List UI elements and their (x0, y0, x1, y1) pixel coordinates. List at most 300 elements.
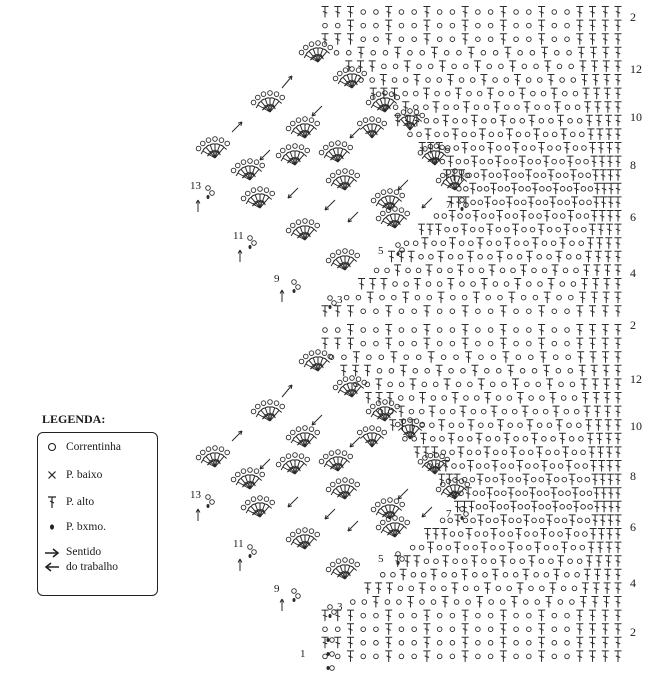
double-crochet-stitch (394, 47, 401, 58)
slip-stitch (329, 305, 332, 309)
chain-stitch (459, 241, 464, 246)
double-crochet-mark (538, 7, 545, 18)
chain-stitch (329, 451, 334, 456)
double-crochet-mark (582, 583, 589, 594)
double-crochet-stitch (390, 352, 397, 363)
double-crochet-stitch (380, 75, 387, 86)
chain-stitch (424, 119, 429, 124)
double-crochet-stitch (420, 433, 427, 444)
chain-stitch (408, 109, 413, 114)
double-crochet-mark (500, 20, 507, 31)
double-crochet-stitch (579, 61, 586, 72)
double-crochet-mark (600, 197, 607, 208)
double-crochet-mark (600, 488, 607, 499)
double-crochet-mark (589, 624, 596, 635)
double-crochet-stitch (578, 47, 585, 58)
chain-stitch (517, 518, 522, 523)
chain-stitch (458, 214, 463, 219)
double-crochet-mark (201, 457, 217, 470)
double-crochet-stitch (591, 61, 598, 72)
double-crochet-stitch (552, 501, 559, 512)
double-crochet-stitch (589, 637, 596, 648)
double-crochet-mark (615, 529, 622, 540)
double-crochet-stitch (461, 569, 468, 580)
double-crochet-stitch (442, 115, 449, 126)
chain-stitch (564, 409, 569, 414)
legend-item-direction (44, 545, 118, 575)
double-crochet-stitch (394, 265, 401, 276)
double-crochet-mark (593, 583, 600, 594)
row-number-2-middle: 2 (630, 318, 636, 332)
double-crochet-stitch (526, 420, 533, 431)
double-crochet-mark (442, 556, 449, 567)
chain-stitch (414, 419, 419, 424)
double-crochet-stitch (324, 152, 340, 165)
double-crochet-stitch (615, 47, 622, 58)
double-crochet-mark (615, 447, 622, 458)
double-crochet-mark (599, 515, 606, 526)
chain-stitch (336, 250, 341, 255)
double-crochet-stitch (615, 61, 622, 72)
double-crochet-mark (615, 61, 622, 72)
chain-stitch (523, 491, 528, 496)
chain-stitch (319, 150, 324, 155)
double-crochet-mark (390, 352, 397, 363)
double-crochet-mark (538, 143, 545, 154)
chain-stitch (565, 10, 570, 15)
chain-stitch (557, 295, 562, 300)
double-crochet-stitch (540, 529, 547, 540)
double-crochet-mark (508, 292, 515, 303)
chain-stitch (543, 200, 548, 205)
chain-stitch (449, 369, 454, 374)
chain-stitch (376, 427, 381, 432)
slip-stitch (293, 598, 296, 602)
chain-stitch (286, 435, 291, 440)
double-crochet-mark (451, 170, 458, 181)
double-crochet-mark (507, 488, 514, 499)
double-crochet-mark (291, 539, 307, 552)
double-crochet-mark (480, 170, 487, 181)
double-crochet-mark (500, 610, 507, 621)
chain-stitch (469, 268, 474, 273)
double-crochet-stitch (607, 488, 614, 499)
chain-stitch (482, 119, 487, 124)
chain-stitch (270, 191, 275, 196)
double-crochet-mark (372, 597, 379, 608)
double-crochet-stitch (615, 211, 622, 222)
chain-stitch (480, 491, 485, 496)
double-crochet-mark (590, 461, 597, 472)
chain-stitch (415, 295, 420, 300)
double-crochet-mark (476, 433, 483, 444)
chain-stitch (458, 532, 463, 537)
double-crochet-mark (589, 610, 596, 621)
double-crochet-mark (615, 338, 622, 349)
double-crochet-mark (439, 61, 446, 72)
chain-stitch (521, 295, 526, 300)
chain-stitch (299, 145, 304, 150)
chain-stitch (505, 187, 510, 192)
double-crochet-stitch (615, 183, 622, 194)
chain-stitch (520, 369, 525, 374)
double-crochet-mark (592, 75, 599, 86)
chain-stitch (440, 518, 445, 523)
double-crochet-stitch (583, 265, 590, 276)
double-crochet-mark (591, 365, 598, 376)
double-crochet-stitch (543, 211, 550, 222)
chain-stitch (488, 641, 493, 646)
chain-stitch (426, 78, 431, 83)
double-crochet-stitch (533, 129, 540, 140)
chain-stitch (496, 227, 501, 232)
chain-stitch (476, 654, 481, 659)
chain-stitch (323, 654, 328, 659)
chain-stitch (531, 91, 536, 96)
fan-label-9-top: 9 (274, 273, 280, 285)
chain-stitch (303, 117, 308, 122)
double-crochet-mark (465, 352, 472, 363)
double-crochet-stitch (504, 47, 511, 58)
double-crochet-stitch (421, 238, 428, 249)
chain-stitch (573, 91, 578, 96)
chain-stitch (231, 477, 236, 482)
chain-stitch (393, 516, 398, 521)
double-crochet-stitch (592, 279, 599, 290)
row-number-2-top: 2 (630, 10, 636, 24)
chain-stitch (581, 450, 586, 455)
double-crochet-mark (607, 488, 614, 499)
chain-stitch (398, 396, 403, 401)
double-crochet-mark (331, 180, 347, 193)
double-crochet-stitch (615, 143, 622, 154)
double-crochet-stitch (593, 393, 600, 404)
double-crochet-stitch (462, 7, 469, 18)
double-crochet-t-icon (44, 495, 60, 509)
chain-stitch (459, 423, 464, 428)
double-crochet-mark (500, 556, 507, 567)
chain-stitch (485, 464, 490, 469)
chain-stitch (547, 187, 552, 192)
chain-stitch (477, 91, 482, 96)
chain-stitch (474, 105, 479, 110)
chain-stitch (323, 627, 328, 632)
double-crochet-mark (495, 156, 502, 167)
slip-stitch (249, 245, 252, 249)
chain-stitch (374, 613, 379, 618)
double-crochet-mark (592, 379, 599, 390)
double-crochet-mark (615, 365, 622, 376)
double-crochet-mark (589, 651, 596, 662)
chain-stitch (380, 295, 385, 300)
chain-stitch (568, 369, 573, 374)
chain-stitch (463, 518, 468, 523)
chain-stitch (552, 37, 557, 42)
chain-stitch (528, 159, 533, 164)
chain-stitch (349, 170, 354, 175)
double-crochet-mark (385, 325, 392, 336)
double-crochet-mark (413, 556, 420, 567)
double-crochet-mark (432, 529, 439, 540)
chain-stitch (420, 600, 425, 605)
double-crochet-stitch (602, 20, 609, 31)
legend-box (37, 432, 158, 596)
double-crochet-mark (433, 102, 440, 113)
chain-stitch (396, 243, 401, 248)
double-crochet-stitch (615, 20, 622, 31)
chain-stitch (546, 505, 551, 510)
chain-stitch (560, 282, 565, 287)
chain-stitch (535, 600, 540, 605)
chain-stitch (458, 437, 463, 442)
chain-stitch (517, 545, 522, 550)
chain-stitch (210, 191, 215, 196)
double-crochet-mark (322, 338, 329, 349)
chain-stitch (535, 105, 540, 110)
chain-stitch (576, 214, 581, 219)
double-crochet-stitch (460, 406, 467, 417)
chain-stitch (584, 159, 589, 164)
chain-stitch (552, 328, 557, 333)
double-crochet-stitch (352, 365, 359, 376)
chain-stitch (290, 121, 295, 126)
chain-stitch (454, 600, 459, 605)
double-crochet-stitch (364, 583, 371, 594)
double-crochet-mark (322, 306, 329, 317)
legend-label-double-crochet: P. alto (66, 496, 95, 508)
chain-stitch (270, 500, 275, 505)
double-crochet-mark (427, 542, 434, 553)
double-crochet-stitch (604, 406, 611, 417)
chain-stitch (276, 462, 281, 467)
double-crochet-stitch (375, 583, 382, 594)
chain-stitch (550, 464, 555, 469)
double-crochet-mark (479, 129, 486, 140)
double-crochet-mark (552, 501, 559, 512)
chain-stitch (399, 654, 404, 659)
double-crochet-mark (594, 501, 601, 512)
double-crochet-stitch (471, 556, 478, 567)
chain-stitch (479, 268, 484, 273)
double-crochet-stitch (347, 34, 354, 45)
chain-stitch (370, 404, 375, 409)
double-crochet-stitch (572, 488, 579, 499)
chain-stitch (322, 351, 327, 356)
double-crochet-stitch (602, 47, 609, 58)
double-crochet-stitch (603, 379, 610, 390)
chain-stitch (330, 482, 335, 487)
double-crochet-mark (426, 224, 433, 235)
double-crochet-stitch (603, 597, 610, 608)
double-crochet-mark (615, 583, 622, 594)
chain-stitch (315, 532, 320, 537)
double-crochet-stitch (593, 488, 600, 499)
chain-stitch (569, 64, 574, 69)
double-crochet-mark (594, 102, 601, 113)
double-crochet-mark (538, 610, 545, 621)
chain-stitch (562, 91, 567, 96)
double-crochet-stitch (447, 75, 454, 86)
double-crochet-mark (615, 325, 622, 336)
double-crochet-mark (471, 365, 478, 376)
double-crochet-mark (461, 569, 468, 580)
double-crochet-mark (533, 129, 540, 140)
double-crochet-stitch (605, 251, 612, 262)
double-crochet-mark (385, 651, 392, 662)
double-crochet-mark (565, 461, 572, 472)
chain-stitch (251, 188, 256, 193)
chain-stitch (326, 487, 331, 492)
double-crochet-stitch (334, 306, 341, 317)
double-crochet-stitch (571, 197, 578, 208)
chain-stitch (445, 457, 450, 462)
double-crochet-stitch (486, 224, 493, 235)
double-crochet-stitch (603, 61, 610, 72)
chain-stitch (498, 187, 503, 192)
double-crochet-stitch (615, 365, 622, 376)
double-crochet-stitch (615, 34, 622, 45)
chain-stitch (406, 268, 411, 273)
double-crochet-stitch (581, 279, 588, 290)
double-crochet-stitch (487, 143, 494, 154)
chain-stitch (579, 200, 584, 205)
chain-stitch (219, 447, 224, 452)
chain-stitch (255, 95, 260, 100)
double-crochet-stitch (461, 143, 468, 154)
chain-stitch (376, 401, 381, 406)
chain-stitch (448, 268, 453, 273)
double-crochet-stitch (615, 224, 622, 235)
chain-stitch (548, 146, 553, 151)
double-crochet-mark (607, 156, 614, 167)
double-crochet-stitch (522, 406, 529, 417)
double-crochet-stitch (569, 515, 576, 526)
chain-stitch (471, 518, 476, 523)
double-crochet-stitch (615, 129, 622, 140)
chain-stitch (252, 550, 257, 555)
double-crochet-stitch (419, 583, 426, 594)
chain-stitch (546, 450, 551, 455)
double-crochet-mark (581, 279, 588, 290)
double-crochet-mark (584, 569, 591, 580)
double-crochet-stitch (380, 279, 387, 290)
chain-stitch (344, 295, 349, 300)
chain-stitch (491, 559, 496, 564)
double-crochet-mark (576, 306, 583, 317)
chain-stitch (562, 518, 567, 523)
double-crochet-stitch (594, 265, 601, 276)
double-crochet-mark (507, 365, 514, 376)
chain-stitch (424, 105, 429, 110)
double-crochet-mark (592, 170, 599, 181)
double-crochet-mark (602, 624, 609, 635)
chain-stitch (493, 282, 498, 287)
double-crochet-mark (414, 279, 421, 290)
chain-stitch (514, 10, 519, 15)
double-crochet-stitch (437, 251, 444, 262)
chain-stitch (286, 537, 291, 542)
double-crochet-mark (603, 365, 610, 376)
chain-stitch (361, 23, 366, 28)
chain-stitch (471, 409, 476, 414)
chain-stitch (427, 295, 432, 300)
chain-stitch (431, 396, 436, 401)
chain-stitch (286, 454, 291, 459)
double-crochet-stitch (500, 556, 507, 567)
double-crochet-stitch (256, 411, 272, 424)
chain-stitch (539, 477, 544, 482)
chain-stitch (437, 613, 442, 618)
double-crochet-mark (602, 610, 609, 621)
chain-stitch (478, 254, 483, 259)
chain-stitch (565, 328, 570, 333)
double-crochet-mark (538, 34, 545, 45)
chain-stitch (336, 559, 341, 564)
double-crochet-stitch (556, 420, 563, 431)
double-crochet-mark (380, 88, 387, 99)
legend-label-chain: Correntinha (66, 441, 121, 453)
double-crochet-mark (423, 7, 430, 18)
chain-stitch (552, 132, 557, 137)
chain-stitch (527, 10, 532, 15)
double-crochet-stitch (452, 129, 459, 140)
fan-label-11-bottom: 11 (233, 538, 244, 550)
double-crochet-mark (462, 637, 469, 648)
chain-stitch (514, 309, 519, 314)
chain-stitch (473, 491, 478, 496)
chain-stitch (489, 132, 494, 137)
double-crochet-mark (540, 352, 547, 363)
double-crochet-mark (538, 624, 545, 635)
direction-arrow-line (288, 188, 298, 198)
double-crochet-mark (490, 183, 497, 194)
chain-stitch (460, 507, 465, 512)
double-crochet-stitch (347, 637, 354, 648)
chain-stitch (555, 518, 560, 523)
chain-stitch (488, 309, 493, 314)
chain-stitch (473, 545, 478, 550)
chain-stitch (549, 532, 554, 537)
double-crochet-mark (322, 7, 329, 18)
slip-stitch (293, 289, 296, 293)
double-crochet-stitch (605, 238, 612, 249)
chain-stitch (573, 227, 578, 232)
chain-stitch (522, 200, 527, 205)
double-crochet-stitch (615, 279, 622, 290)
chain-stitch (542, 268, 547, 273)
chain-stitch (476, 23, 481, 28)
chain-stitch (514, 328, 519, 333)
double-crochet-mark (514, 75, 521, 86)
double-crochet-mark (504, 238, 511, 249)
double-crochet-stitch (596, 238, 603, 249)
double-crochet-stitch (400, 569, 407, 580)
double-crochet-stitch (425, 129, 432, 140)
legend-item-chain (44, 441, 121, 453)
chain-stitch (556, 369, 561, 374)
chain-stitch (579, 241, 584, 246)
double-crochet-mark (538, 20, 545, 31)
double-crochet-stitch (599, 515, 606, 526)
chain-stitch (388, 498, 393, 503)
chain-stitch (491, 119, 496, 124)
double-crochet-mark (461, 143, 468, 154)
double-crochet-mark (423, 20, 430, 31)
double-crochet-stitch (601, 183, 608, 194)
chain-stitch (516, 132, 521, 137)
chain-stitch (569, 437, 574, 442)
chain-stitch (527, 309, 532, 314)
